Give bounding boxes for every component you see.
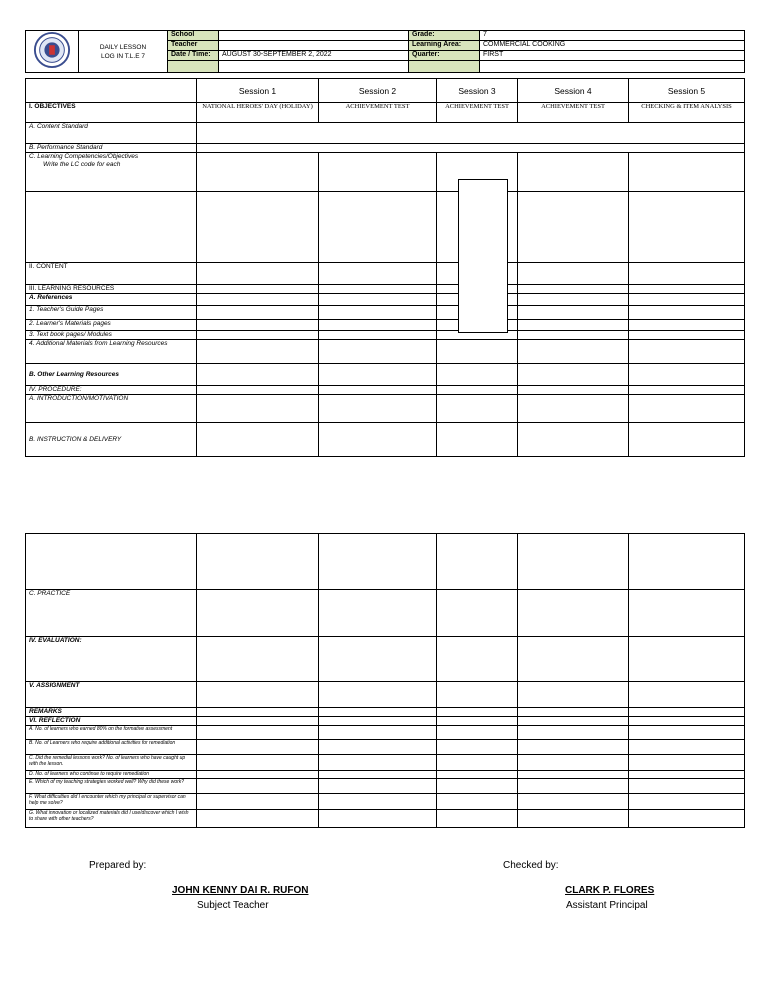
reflection-item-e: E. Which of my teaching strategies worked well? Why did these work? xyxy=(26,779,197,794)
teacher-label: Teacher xyxy=(168,40,219,50)
date-label-pad xyxy=(168,60,219,72)
cell[interactable] xyxy=(518,794,629,810)
cell[interactable] xyxy=(197,779,319,794)
cell[interactable] xyxy=(629,717,745,726)
row-evaluation: IV. EVALUATION: xyxy=(26,637,197,682)
cell[interactable] xyxy=(437,771,518,779)
cell[interactable] xyxy=(197,395,319,423)
quarter-label: Quarter: xyxy=(409,50,480,60)
cell[interactable] xyxy=(319,755,437,771)
session-1-header: Session 1 xyxy=(197,79,319,103)
doc-title-line2: LOG IN T.L.E 7 xyxy=(101,52,145,60)
cell[interactable] xyxy=(518,810,629,828)
competencies-line1: C. Learning Competencies/Objectives xyxy=(29,153,139,160)
cell[interactable] xyxy=(629,263,745,285)
row-competencies xyxy=(26,153,197,192)
cell[interactable] xyxy=(629,294,745,306)
cell[interactable] xyxy=(629,794,745,810)
cell[interactable] xyxy=(437,810,518,828)
cell[interactable] xyxy=(518,340,629,364)
cell[interactable] xyxy=(437,682,518,708)
cell[interactable] xyxy=(518,153,629,192)
row-other-resources: B. Other Learning Resources xyxy=(26,364,197,386)
cell[interactable] xyxy=(197,364,319,386)
cell[interactable] xyxy=(197,263,319,285)
row-assignment: V. ASSIGNMENT xyxy=(26,682,197,708)
session-2-header: Session 2 xyxy=(319,79,437,103)
performance-standard-cell[interactable] xyxy=(197,144,745,153)
cell[interactable] xyxy=(319,153,437,192)
date-value[interactable]: AUGUST 30-SEPTEMBER 2, 2022 xyxy=(219,50,409,60)
header-table xyxy=(25,30,745,73)
prepared-by-title: Subject Teacher xyxy=(197,900,269,911)
activity-session-1: NATIONAL HEROES' DAY (HOLIDAY) xyxy=(197,103,319,123)
cell[interactable] xyxy=(629,590,745,637)
cell[interactable] xyxy=(319,320,437,331)
cell[interactable] xyxy=(437,340,518,364)
cell[interactable] xyxy=(319,340,437,364)
cell[interactable] xyxy=(629,740,745,755)
cell[interactable] xyxy=(437,740,518,755)
cell[interactable] xyxy=(197,340,319,364)
cell[interactable] xyxy=(319,779,437,794)
cell[interactable] xyxy=(629,285,745,294)
lesson-table-continued xyxy=(25,533,745,828)
cell[interactable] xyxy=(629,726,745,740)
row-additional-materials: 4. Additional Materials from Learning Resources xyxy=(26,340,197,364)
cell[interactable] xyxy=(437,755,518,771)
cell[interactable] xyxy=(629,331,745,340)
row-learning-resources: III. LEARNING RESOURCES xyxy=(26,285,197,294)
row-objectives: I. OBJECTIVES xyxy=(26,103,197,123)
cell[interactable] xyxy=(197,794,319,810)
prepared-by-name: JOHN KENNY DAI R. RUFON xyxy=(172,885,309,896)
quarter-value[interactable]: FIRST xyxy=(480,50,745,60)
cell[interactable] xyxy=(518,717,629,726)
checked-by-title: Assistant Principal xyxy=(566,900,648,911)
activity-session-2: ACHIEVEMENT TEST xyxy=(319,103,437,123)
learning-area-value[interactable]: COMMERCIAL COOKING xyxy=(480,40,745,50)
cell[interactable] xyxy=(319,740,437,755)
activity-session-4: ACHIEVEMENT TEST xyxy=(518,103,629,123)
cell[interactable] xyxy=(197,590,319,637)
cell[interactable] xyxy=(518,726,629,740)
session-5-header: Session 5 xyxy=(629,79,745,103)
quarter-label-pad xyxy=(409,60,480,72)
cell[interactable] xyxy=(629,153,745,192)
row-content: II. CONTENT xyxy=(26,263,197,285)
cell[interactable] xyxy=(197,294,319,306)
cell[interactable] xyxy=(437,794,518,810)
row-practice: C. PRACTICE xyxy=(26,590,197,637)
cell[interactable] xyxy=(197,153,319,192)
cell[interactable] xyxy=(437,534,518,590)
content-standard-cell[interactable] xyxy=(197,123,745,144)
cell[interactable] xyxy=(629,364,745,386)
quarter-value-pad xyxy=(480,60,745,72)
cell[interactable] xyxy=(518,740,629,755)
row-content-standard: A. Content Standard xyxy=(26,123,197,144)
cell[interactable] xyxy=(319,708,437,717)
cell[interactable] xyxy=(197,755,319,771)
cell[interactable] xyxy=(197,192,319,263)
reflection-item-c: C. Did the remedial lessons work? No. of learners who have caught up with the lesson. xyxy=(26,755,197,771)
deped-seal-icon xyxy=(32,31,72,69)
row-procedure: IV. PROCEDURE: xyxy=(26,386,197,395)
date-value-pad xyxy=(219,60,409,72)
teacher-value[interactable] xyxy=(219,40,409,50)
cell[interactable] xyxy=(518,364,629,386)
cell[interactable] xyxy=(629,755,745,771)
activity-session-3: ACHIEVEMENT TEST xyxy=(437,103,518,123)
checked-by-name: CLARK P. FLORES xyxy=(565,885,655,896)
cell[interactable] xyxy=(518,320,629,331)
cell[interactable] xyxy=(437,423,518,457)
cell[interactable] xyxy=(518,708,629,717)
cell[interactable] xyxy=(319,794,437,810)
row-remarks: REMARKS xyxy=(26,708,197,717)
row-reflection: VI. REFLECTION xyxy=(26,717,197,726)
row-references: A. References xyxy=(26,294,197,306)
cell[interactable] xyxy=(629,810,745,828)
cell[interactable] xyxy=(197,810,319,828)
cell[interactable] xyxy=(319,386,437,395)
cell[interactable] xyxy=(518,331,629,340)
cell[interactable] xyxy=(629,192,745,263)
cell[interactable] xyxy=(319,637,437,682)
learning-area-label: Learning Area: xyxy=(409,40,480,50)
cell[interactable] xyxy=(319,285,437,294)
seal-cell xyxy=(26,31,79,73)
cell[interactable] xyxy=(319,771,437,779)
cell[interactable] xyxy=(518,386,629,395)
cell[interactable] xyxy=(518,395,629,423)
merged-box xyxy=(458,179,508,333)
reflection-item-f: F. What difficulties did I encounter which my principal or supervisor can help me solve? xyxy=(26,794,197,810)
cell[interactable] xyxy=(197,285,319,294)
cell[interactable] xyxy=(197,306,319,320)
cell[interactable] xyxy=(319,192,437,263)
row-performance-standard: B. Performance Standard xyxy=(26,144,197,153)
cell[interactable] xyxy=(629,771,745,779)
cell[interactable] xyxy=(197,534,319,590)
cell[interactable] xyxy=(437,590,518,637)
cell[interactable] xyxy=(629,708,745,717)
prepared-by-label: Prepared by: xyxy=(89,860,147,871)
cell[interactable] xyxy=(197,726,319,740)
cell[interactable] xyxy=(518,192,629,263)
cell[interactable] xyxy=(629,534,745,590)
cell[interactable] xyxy=(197,423,319,457)
cell[interactable] xyxy=(197,717,319,726)
cell[interactable] xyxy=(437,395,518,423)
cell[interactable] xyxy=(437,717,518,726)
cell[interactable] xyxy=(518,779,629,794)
cell[interactable] xyxy=(197,682,319,708)
cell[interactable] xyxy=(319,423,437,457)
doc-title xyxy=(79,31,168,73)
cell[interactable] xyxy=(518,263,629,285)
cell[interactable] xyxy=(437,708,518,717)
cell[interactable] xyxy=(319,263,437,285)
reflection-item-b: B. No. of Learners who require additional activities for remediation xyxy=(26,740,197,755)
cell[interactable] xyxy=(629,779,745,794)
cell[interactable] xyxy=(629,306,745,320)
cell[interactable] xyxy=(319,331,437,340)
cell[interactable] xyxy=(629,682,745,708)
cell[interactable] xyxy=(197,386,319,395)
lesson-table xyxy=(25,78,745,457)
reflection-item-g: G. What innovation or localized materials did I use/discover which I wish to share with other teachers? xyxy=(26,810,197,828)
row-blank xyxy=(26,192,197,263)
cell[interactable] xyxy=(319,810,437,828)
row-instruction: B. INSTRUCTION & DELIVERY xyxy=(26,423,197,457)
cell[interactable] xyxy=(518,534,629,590)
corner-cell xyxy=(26,79,197,103)
cell[interactable] xyxy=(629,386,745,395)
cell[interactable] xyxy=(197,637,319,682)
cell[interactable] xyxy=(197,320,319,331)
cell[interactable] xyxy=(319,682,437,708)
row-teachers-guide: 1. Teacher's Guide Pages xyxy=(26,306,197,320)
cell[interactable] xyxy=(319,364,437,386)
cell[interactable] xyxy=(197,740,319,755)
school-label: School xyxy=(168,31,219,41)
grade-value[interactable]: 7 xyxy=(480,31,745,41)
cell[interactable] xyxy=(437,364,518,386)
cell[interactable] xyxy=(518,423,629,457)
cell[interactable] xyxy=(197,771,319,779)
cell[interactable] xyxy=(319,726,437,740)
cell[interactable] xyxy=(437,726,518,740)
cell[interactable] xyxy=(518,306,629,320)
date-label: Date / Time: xyxy=(168,50,219,60)
cell[interactable] xyxy=(437,637,518,682)
cell[interactable] xyxy=(197,708,319,717)
reflection-item-a: A. No. of learners who earned 80% on the formative assessment xyxy=(26,726,197,740)
reflection-item-d: D. No. of learners who continue to require remediation xyxy=(26,771,197,779)
cell[interactable] xyxy=(629,320,745,331)
cell[interactable] xyxy=(629,340,745,364)
cell[interactable] xyxy=(518,637,629,682)
activity-session-5: CHECKING & ITEM ANALYSIS xyxy=(629,103,745,123)
cell[interactable] xyxy=(518,682,629,708)
doc-title-line1: DAILY LESSON xyxy=(99,43,147,51)
cell[interactable] xyxy=(437,779,518,794)
session-4-header: Session 4 xyxy=(518,79,629,103)
school-value[interactable] xyxy=(219,31,409,41)
cell[interactable] xyxy=(319,395,437,423)
cell[interactable] xyxy=(437,386,518,395)
checked-by-label: Checked by: xyxy=(503,860,559,871)
cell[interactable] xyxy=(518,755,629,771)
cell[interactable] xyxy=(197,331,319,340)
row-learners-materials: 2. Learner's Materials pages xyxy=(26,320,197,331)
cell[interactable] xyxy=(629,395,745,423)
competencies-line2: Write the LC code for each xyxy=(43,161,121,168)
cell[interactable] xyxy=(319,306,437,320)
cell[interactable] xyxy=(629,637,745,682)
row-textbook: 3. Text book pages/ Modules xyxy=(26,331,197,340)
session-3-header: Session 3 xyxy=(437,79,518,103)
row-intro: A. INTRODUCTION/MOTIVATION xyxy=(26,395,197,423)
cell[interactable] xyxy=(518,294,629,306)
cell[interactable] xyxy=(629,423,745,457)
cell[interactable] xyxy=(319,294,437,306)
row-blank xyxy=(26,534,197,590)
grade-label: Grade: xyxy=(409,31,480,41)
cell[interactable] xyxy=(319,534,437,590)
cell[interactable] xyxy=(518,285,629,294)
cell[interactable] xyxy=(319,717,437,726)
cell[interactable] xyxy=(319,590,437,637)
cell[interactable] xyxy=(518,590,629,637)
cell[interactable] xyxy=(518,771,629,779)
